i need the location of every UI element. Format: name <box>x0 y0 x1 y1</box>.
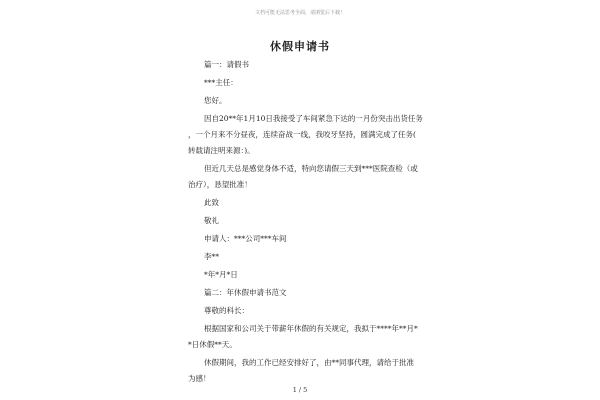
closing: 敬礼 <box>204 216 219 225</box>
body-line: 但近几天总是感觉身体不适，特向您请假三天到***医院查检（或 <box>204 164 418 173</box>
signature-name: 李** <box>204 252 219 261</box>
body-line: 为感！ <box>188 374 211 383</box>
salutation: 尊敬的科长： <box>204 306 249 315</box>
signature-date: *年*月*日 <box>204 270 238 279</box>
section-heading-2: 篇二：年休假申请书范文 <box>204 288 287 297</box>
page-title: 休假申请书 <box>270 40 330 53</box>
body-line: 转载请注明来源：)。 <box>188 146 255 155</box>
salutation: ***主任： <box>204 78 238 87</box>
body-line: 休假期间，我的工作已经安排好了，由**同事代理，请给于批准 <box>204 358 414 367</box>
page-indicator: 1 / 5 <box>292 386 308 394</box>
body-line: *日休假**天。 <box>188 340 237 349</box>
body-line: 治疗），恳望批准！ <box>188 180 252 189</box>
closing: 此致 <box>204 198 219 207</box>
header-note: 文档可能无法思考全面，请浏览后下载！ <box>254 10 345 16</box>
greeting: 您好。 <box>204 96 227 105</box>
applicant: 申请人：***公司***车间 <box>204 234 287 243</box>
body-line: ，一个月来不分昼夜，连续奋战一线，我咬牙坚持，圆满完成了任务( <box>188 130 416 139</box>
section-heading-1: 篇一：请假书 <box>204 60 249 69</box>
body-line: 因自20**年1月10日我接受了车间紧急下达的一月份突击出货任务 <box>204 114 423 123</box>
body-line: 根据国家和公司关于带薪年休假的有关规定，我拟于****年**月* <box>204 324 418 333</box>
